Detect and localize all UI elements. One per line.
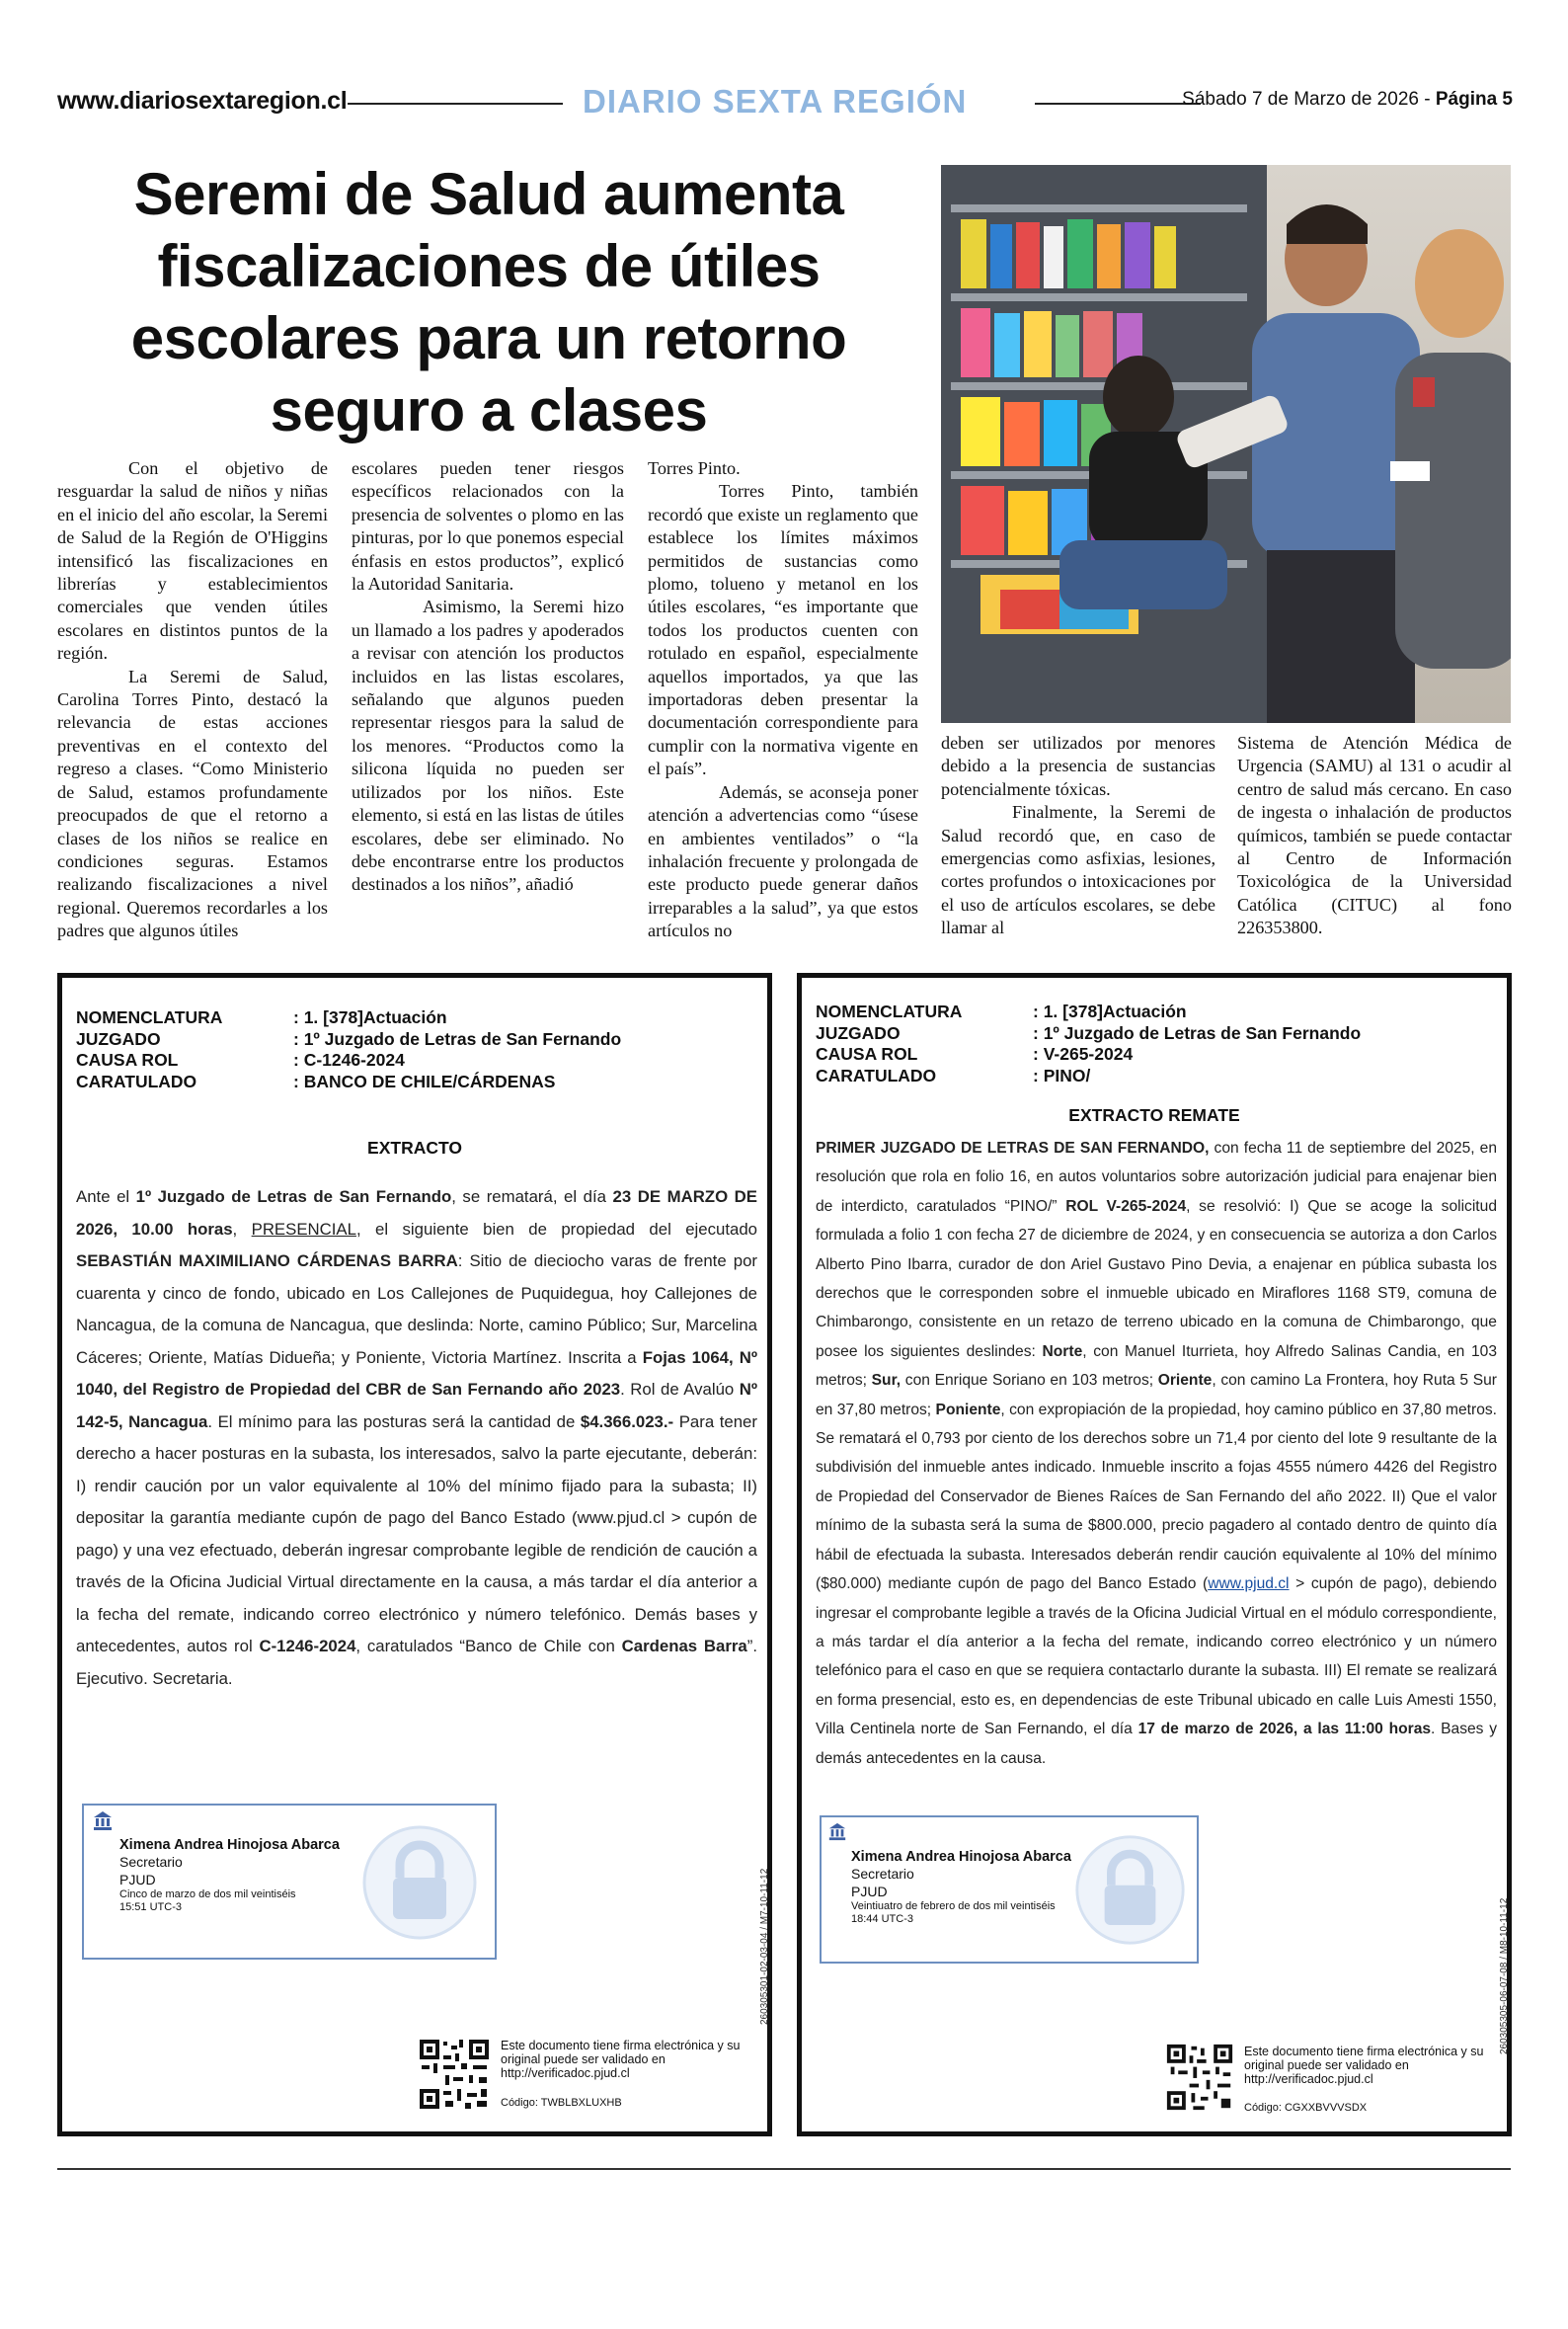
newspaper-name: DIARIO SEXTA REGIÓN xyxy=(583,83,968,120)
signature-date: Cinco de marzo de dos mil veintiséis xyxy=(119,1888,296,1900)
signature-time: 15:51 UTC-3 xyxy=(119,1901,182,1913)
meta-label: CAUSA ROL xyxy=(76,1050,179,1070)
signer-role: Secretario xyxy=(851,1866,914,1882)
lock-icon xyxy=(360,1823,479,1947)
article-column-1 xyxy=(57,457,328,943)
paragraph: Además, se aconseja poner atención a advertencias como “úsese en ambientes ventilados” o “la inhalación frecuente y prolongada de este producto puede generar daños irreparables a la salud”, ya que estos artículos no xyxy=(648,781,918,941)
header-rule-right xyxy=(1035,103,1201,105)
signer-org: PJUD xyxy=(851,1884,888,1899)
verification-code: Código: CGXXBVVVSDX xyxy=(1244,2102,1368,2114)
signature-date: Veintiuatro de febrero de dos mil veintiséis xyxy=(851,1900,1056,1912)
meta-label: JUZGADO xyxy=(816,1022,901,1043)
meta-label: NOMENCLATURA xyxy=(76,1007,223,1027)
vertical-code: 260305305-06-07-08 / M8-10-11-12 xyxy=(1499,1897,1510,2054)
paragraph: escolares pueden tener riesgos específicos relacionados con la presencia de solventes o plomo en las pinturas, por lo que ponemos especial énfasis en estos productos”, explicó la Autoridad Sanitaria. xyxy=(352,458,624,595)
meta-label: CARATULADO xyxy=(76,1071,197,1091)
meta-value: : 1º Juzgado de Letras de San Fernando xyxy=(293,1028,622,1049)
page-number: Página 5 xyxy=(1435,89,1513,110)
vertical-code: 260305301-02-03-04 / M7-10-11-12 xyxy=(759,1868,770,2025)
verification-code: Código: TWBLBXLUXHB xyxy=(501,2097,622,2109)
paragraph: Con el objetivo de resguardar la salud de niños y niñas en el inicio del año escolar, la Seremi de Salud de la Región de O'Higgins intensificó las fiscalizaciones en librerías y establecimientos comerciales que venden útiles escolares en distintos puntos de la región. xyxy=(57,458,328,664)
paragraph: Sistema de Atención Médica de Urgencia (SAMU) al 131 o acudir al centro de salud más cercano. En caso de ingesta o inhalación de productos químicos, también se puede contactar al Centro de Información Toxicológica de la Universidad Católica (CITUC) al fono 226353800. xyxy=(1237,733,1512,938)
header-date xyxy=(1182,89,1513,111)
notice-title: EXTRACTO xyxy=(367,1138,462,1158)
meta-value: : 1º Juzgado de Letras de San Fernando xyxy=(1033,1022,1362,1043)
article-column-2 xyxy=(352,457,624,897)
qr-code[interactable] xyxy=(418,2038,491,2116)
article-column-5 xyxy=(1237,732,1512,940)
article-column-3 xyxy=(648,457,918,943)
signer-org: PJUD xyxy=(119,1872,156,1887)
photo-illustration xyxy=(941,165,1511,723)
meta-value: : 1. [378]Actuación xyxy=(293,1007,447,1027)
signature-time: 18:44 UTC-3 xyxy=(851,1913,913,1925)
bank-icon xyxy=(92,1809,114,1836)
site-url[interactable]: www.diariosextaregion.cl xyxy=(57,87,348,115)
notice-metadata xyxy=(816,1002,1497,1086)
bottom-rule xyxy=(57,2168,1511,2170)
meta-value: : PINO/ xyxy=(1033,1065,1091,1085)
article-photo xyxy=(941,165,1511,723)
signer-name: Ximena Andrea Hinojosa Abarca xyxy=(119,1837,340,1853)
paragraph: Torres Pinto. xyxy=(648,458,741,478)
paragraph: La Seremi de Salud, Carolina Torres Pinto, destacó la relevancia de estas acciones preventivas en el contexto del regreso a clases. “Como Ministerio de Salud, estamos profundamente preocupados de que el retorno a clases de los niños se realice en condiciones seguras. Estamos realizando fiscalizaciones a nivel regional. Queremos recordarles a los padres que algunos útiles xyxy=(57,666,328,941)
paragraph: Torres Pinto, también recordó que existe un reglamento que establece los límites máximos permitidos de sustancias como plomo, tolueno y metanol en los útiles escolares, “es importante que todos los productos cuenten con rotulado en español, especialmente aquellos importados, ya que las importadoras deben presentar la documentación correspondiente para cumplir con la normativa vigente en el país”. xyxy=(648,481,918,779)
paragraph: Asimismo, la Seremi hizo un llamado a los padres y apoderados a revisar con atención los productos incluidos en las listas escolares, señalando que algunos pueden representar riesgos para la salud de los menores. “Productos como la silicona líquida no pueden ser utilizados por los niños. Este elemento, si está en las listas de útiles escolares, debe ser eliminado. No debe encontrarse entre los productos destinados a los niños”, añadió xyxy=(352,597,624,895)
notice-body: Ante el 1º Juzgado de Letras de San Fernando, se rematará, el día 23 DE MARZO DE 2026, 10.00 horas, PRESENCIAL, el siguiente bien de propiedad del ejecutado SEBASTIÁN MAXIMILIANO CÁRDENAS BARRA: Sitio de dieciocho varas de frente por cuarenta y cinco de fondo, ubicado en Los Callejones de Puquidegua, hoy Callejones de Nancagua, de la comuna de Nancagua, que deslinda: Norte, camino Público; Sur, Marcelina Cáceres; Oriente, Matías Didueña; y Poniente, Victoria Martínez. Inscrita a Fojas 1064, Nº 1040, del Registro de Propiedad del CBR de San Fernando año 2023. Rol de Avalúo Nº 142-5, Nancagua. El mínimo para las posturas será la cantidad de $4.366.023.- Para tener derecho a hacer posturas en la subasta, los interesados, salvo la parte ejecutante, deberán: I) rendir caución por un valor equivalente al 10% del mínimo fijado para la subasta; II) depositar la garantía mediante cupón de pago del Banco Estado (www.pjud.cl > cupón de pago) y una vez efectuado, deberán ingresar comprobante legible de rendición de caución a través de la Oficina Judicial Virtual directamente en la causa, a más tardar el día anterior a la fecha del remate, indicando correo electrónico y número telefónico. Demás bases y antecedentes, autos rol C-1246-2024, caratulados “Banco de Chile con Cardenas Barra”. Ejecutivo. Secretaria. xyxy=(76,1187,758,1688)
paragraph: deben ser utilizados por menores debido a la presencia de sustancias potencialmente tóxicas. xyxy=(941,733,1215,799)
notice-metadata xyxy=(76,1007,757,1092)
qr-validation-text: Este documento tiene firma electrónica y su original puede ser validado en http://verificadoc.pjud.cl xyxy=(501,2039,741,2080)
notice-title: EXTRACTO REMATE xyxy=(1068,1105,1240,1125)
meta-label: NOMENCLATURA xyxy=(816,1002,963,1021)
pjud-link[interactable]: www.pjud.cl xyxy=(1208,1575,1290,1593)
signer-name: Ximena Andrea Hinojosa Abarca xyxy=(851,1849,1071,1865)
meta-label: CAUSA ROL xyxy=(816,1044,918,1064)
article-column-4 xyxy=(941,732,1215,940)
meta-value: : 1. [378]Actuación xyxy=(1033,1002,1187,1021)
meta-label: CARATULADO xyxy=(816,1065,937,1085)
paragraph: Finalmente, la Seremi de Salud recordó que, en caso de emergencias como asfixias, lesiones, cortes profundos o intoxicaciones por el uso de artículos escolares, se debe llamar al xyxy=(941,802,1215,938)
bank-icon xyxy=(827,1821,847,1846)
electronic-signature xyxy=(820,1815,1199,1964)
signer-role: Secretario xyxy=(119,1854,183,1870)
meta-value: : V-265-2024 xyxy=(1033,1044,1134,1064)
qr-code[interactable] xyxy=(1165,2043,1234,2117)
notice-body: PRIMER JUZGADO DE LETRAS DE SAN FERNANDO, con fecha 11 de septiembre del 2025, en resolución que rola en folio 16, en autos voluntarios sobre autorización judicial para enajenar bien de interdicto, caratulados “PINO/” ROL V-265-2024, se resolvió: I) Que se acoge la solicitud formulada a folio 1 con fecha 27 de diciembre de 2024, y en consecuencia se autoriza a don Carlos Alberto Pino Ibarra, curador de don Ariel Gustavo Pino Devia, a enajenar en pública subasta los derechos que le corresponden sobre el inmueble ubicado en Miraflores 1168 ST9, comuna de Chimbarongo, consistente en un retazo de terreno ubicado en la comuna de Chimbarongo, que posee los siguientes deslindes: Norte, con Manuel Iturrieta, hoy Alfredo Salinas Candia, en 103 metros; Sur, con Enrique Soriano en 103 metros; Oriente, con camino La Frontera, hoy Ruta 5 Sur en 37,80 metros; Poniente, con expropiación de la propiedad, hoy camino público en 37,80 metros. Se rematará el 0,793 por ciento de los derechos sobre un 71,4 por ciento del lote 9 resultante de la subdivisión del inmueble antes indicado. Inmueble inscrito a fojas 4555 número 4426 del Registro de Propiedad del Conservador de Bienes Raíces de San Fernando del año 2022. II) Que el valor mínimo de la subasta será la suma de $800.000, precio pagadero al contado dentro de quinto día hábil de efectuada la subasta. Interesados deberán rendir caución equivalente al 10% del mínimo ($80.000) mediante cupón de pago del Banco Estado (www.pjud.cl > cupón de pago), debiendo ingresar el comprobante legible a través de la Oficina Judicial Virtual en el módulo correspondiente, a más tardar el día anterior a la fecha del remate, indicando correo electrónico y un número telefónico para el caso en que se requiera contactarlo durante la subasta. III) El remate se realizará en forma presencial, esto es, en dependencias de este Tribunal ubicado en calle Luis Amesti 1550, Villa Centinela norte de San Fernando, el día 17 de marzo de 2026, a las 11:00 horas. Bases y demás antecedentes en la causa. xyxy=(816,1140,1498,1767)
meta-value: : BANCO DE CHILE/CÁRDENAS xyxy=(293,1071,556,1091)
legal-notice-right xyxy=(797,973,1512,2136)
legal-notice-left xyxy=(57,973,772,2136)
meta-label: JUZGADO xyxy=(76,1028,161,1049)
qr-validation-text: Este documento tiene firma electrónica y su original puede ser validado en http://verificadoc.pjud.cl xyxy=(1244,2045,1484,2086)
article-headline: Seremi de Salud aumenta fiscalizaciones de útiles escolares para un retorno seguro a clases xyxy=(130,161,847,443)
date-text: Sábado 7 de Marzo de 2026 - xyxy=(1182,89,1436,110)
meta-value: : C-1246-2024 xyxy=(293,1050,405,1070)
header-rule-left xyxy=(348,103,563,105)
electronic-signature xyxy=(82,1804,497,1960)
